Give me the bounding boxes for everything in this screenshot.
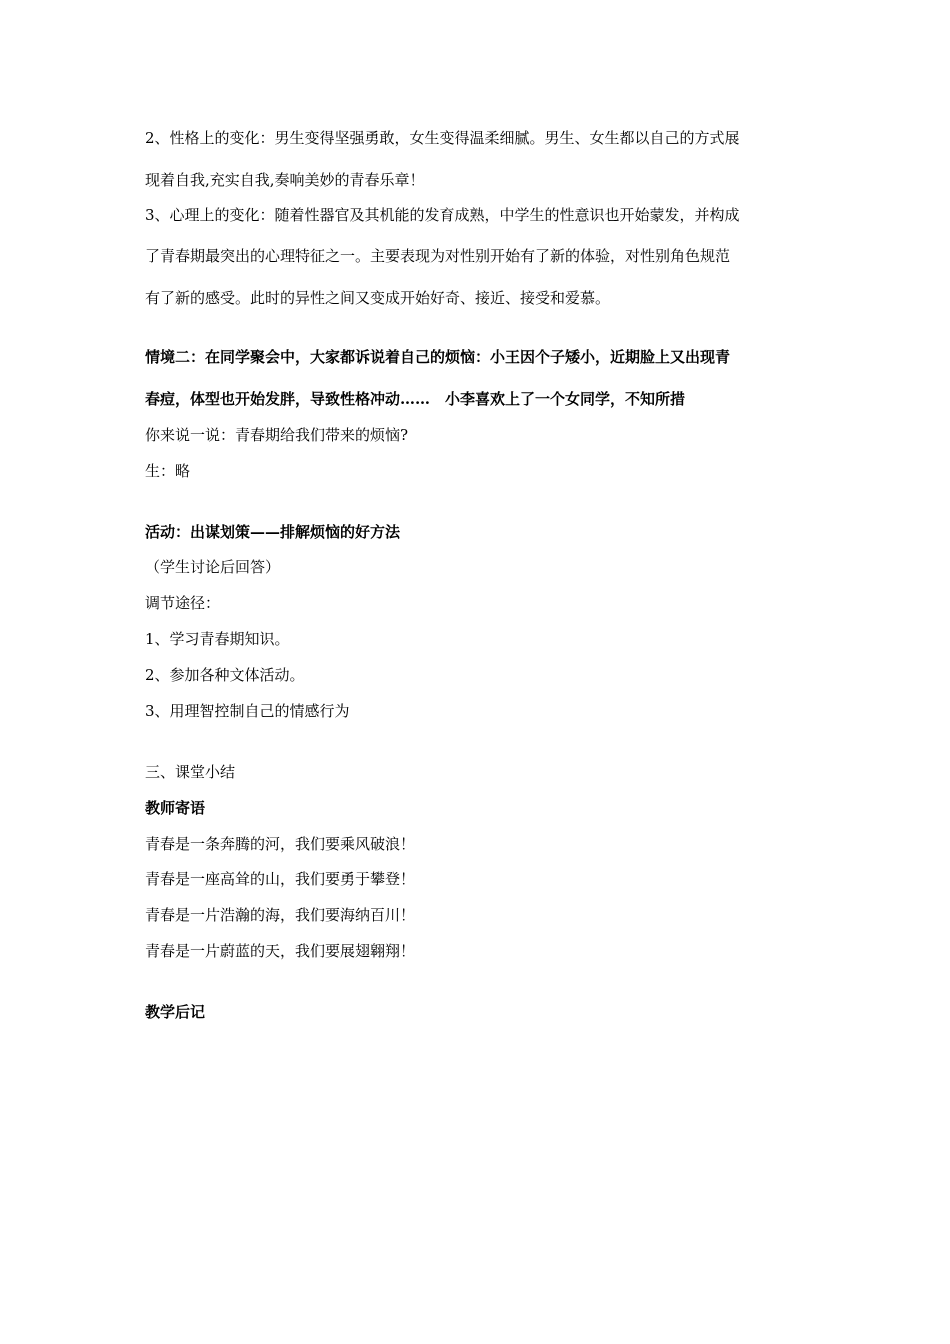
activity-heading: 活动：出谋划策——排解烦恼的好方法 (145, 523, 401, 541)
message-line: 青春是一座高耸的山，我们要勇于攀登！ (145, 870, 416, 888)
message-line: 青春是一条奔腾的河，我们要乘风破浪！ (145, 835, 416, 853)
list-item: 3、用理智控制自己的情感行为 (145, 702, 350, 720)
paragraph-personality-line-1: 2、性格上的变化：男生变得坚强勇敢，女生变得温柔细腻。男生、女生都以自己的方式展 (145, 129, 740, 147)
student-answer: 生：略 (145, 462, 191, 480)
paragraph-psychology-line-1: 3、心理上的变化：随着性器官及其机能的发育成熟，中学生的性意识也开始蒙发，并构成 (145, 206, 740, 224)
teacher-message-heading: 教师寄语 (145, 799, 206, 817)
message-line: 青春是一片浩瀚的海，我们要海纳百川！ (145, 906, 416, 924)
activity-note: （学生讨论后回答） (145, 558, 281, 576)
question-prompt: 你来说一说：青春期给我们带来的烦恼? (145, 426, 409, 444)
scenario-two-line-2: 春痘，体型也开始发胖，导致性格冲动…… 小李喜欢上了一个女同学，不知所措 (145, 390, 686, 408)
list-item: 2、参加各种文体活动。 (145, 666, 305, 684)
message-line: 青春是一片蔚蓝的天，我们要展翅翱翔！ (145, 942, 416, 960)
section-summary-heading: 三、课堂小结 (145, 763, 236, 781)
scenario-two-line-1: 情境二：在同学聚会中，大家都诉说着自己的烦恼：小王因个子矮小，近期脸上又出现青 (145, 348, 731, 366)
paragraph-psychology-line-2: 了青春期最突出的心理特征之一。主要表现为对性别开始有了新的体验，对性别角色规范 (145, 247, 731, 265)
paragraph-personality-line-2: 现着自我,充实自我,奏响美妙的青春乐章！ (145, 171, 425, 189)
list-item: 1、学习青春期知识。 (145, 630, 290, 648)
paragraph-psychology-line-3: 有了新的感受。此时的异性之间又变成开始好奇、接近、接受和爱慕。 (145, 289, 611, 307)
teaching-notes-heading: 教学后记 (145, 1003, 206, 1021)
adjustment-heading: 调节途径： (145, 594, 221, 612)
